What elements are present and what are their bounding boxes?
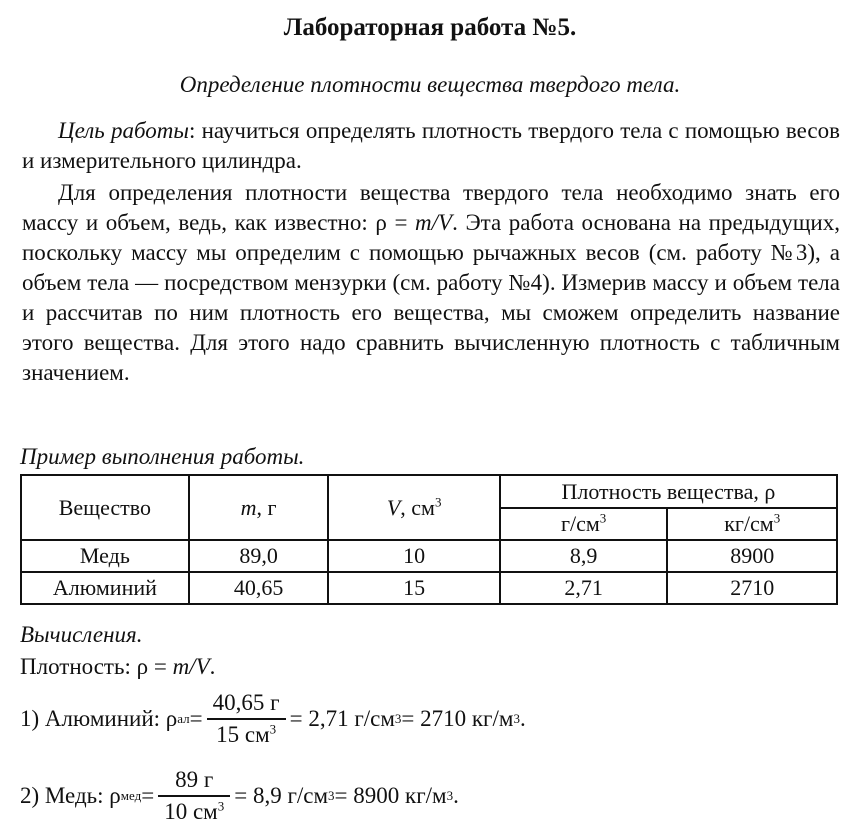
- header-substance: Вещество: [21, 475, 189, 540]
- table-header-row: [21, 475, 837, 508]
- cell-volume: 10: [328, 540, 499, 572]
- cell-density-gcm: 8,9: [500, 540, 668, 572]
- cell-substance: Медь: [21, 540, 189, 572]
- table-row: [21, 540, 837, 572]
- body-text-before: Для определения плотности вещества твердого тела необходимо знать его массу и объем, ведь, как известно: ρ =: [22, 180, 840, 235]
- cell-substance: Алюминий: [21, 572, 189, 604]
- cell-volume: 15: [328, 572, 499, 604]
- body-formula: m/V: [415, 210, 453, 235]
- cell-density-gcm: 2,71: [500, 572, 668, 604]
- fraction: $\frac{40,65 г}{15 см^3}$: [207, 690, 286, 748]
- cell-density-kgm: 8900: [667, 540, 837, 572]
- goal-paragraph: [22, 116, 840, 176]
- goal-label: Цель работы: [58, 118, 189, 143]
- equation-aluminium: 1) Алюминий: ρ ал = $\frac{40,65 г}{15 см^3}$ = 2,71 г/см 3 = 2710 кг/м 3 .: [20, 690, 526, 747]
- body-text-after: . Эта работа основана на предыдущих, поскольку массу мы определим с помощью рычажных весов (см. работу №3), а объем тела — посредством мензурки (см. работу №4). Измерив массу и объем тела и рассчитав по ним плотность его вещества, мы сможем определить название этого вещества. Для этого надо сравнить вычисленную плотность с табличным значением.: [22, 210, 840, 385]
- example-label: Пример выполнения работы.: [20, 444, 305, 469]
- header-mass: m, г: [189, 475, 329, 540]
- header-unit-kgm: $кг/см^3$: [667, 508, 837, 540]
- equation-copper: 2) Медь: ρ мед = $\frac{89 г}{10 см^3}$ = 8,9 г/см 3 = 8900 кг/м 3 .: [20, 767, 459, 824]
- cell-density-kgm: 2710: [667, 572, 837, 604]
- cell-mass: 89,0: [189, 540, 329, 572]
- calculations-label: Вычисления.: [20, 622, 143, 647]
- fraction: $\frac{89 г}{10 см^3}$: [158, 767, 230, 825]
- results-table: [20, 474, 838, 605]
- page-subtitle: Определение плотности вещества твердого тела.: [179, 72, 681, 97]
- body-paragraph: [22, 178, 840, 388]
- header-volume: V, $см^3$: [328, 475, 499, 540]
- cell-mass: 40,65: [189, 572, 329, 604]
- header-density: Плотность вещества, ρ: [500, 475, 837, 508]
- header-unit-gcm: $г/см^3$: [500, 508, 668, 540]
- goal-text: : научиться определять плотность твердого тела с помощью весов и измерительного цилиндра.: [22, 118, 840, 173]
- density-formula: Плотность: ρ = m/V.: [20, 654, 216, 679]
- page-title: Лабораторная работа №5.: [283, 14, 577, 41]
- table-row: [21, 572, 837, 604]
